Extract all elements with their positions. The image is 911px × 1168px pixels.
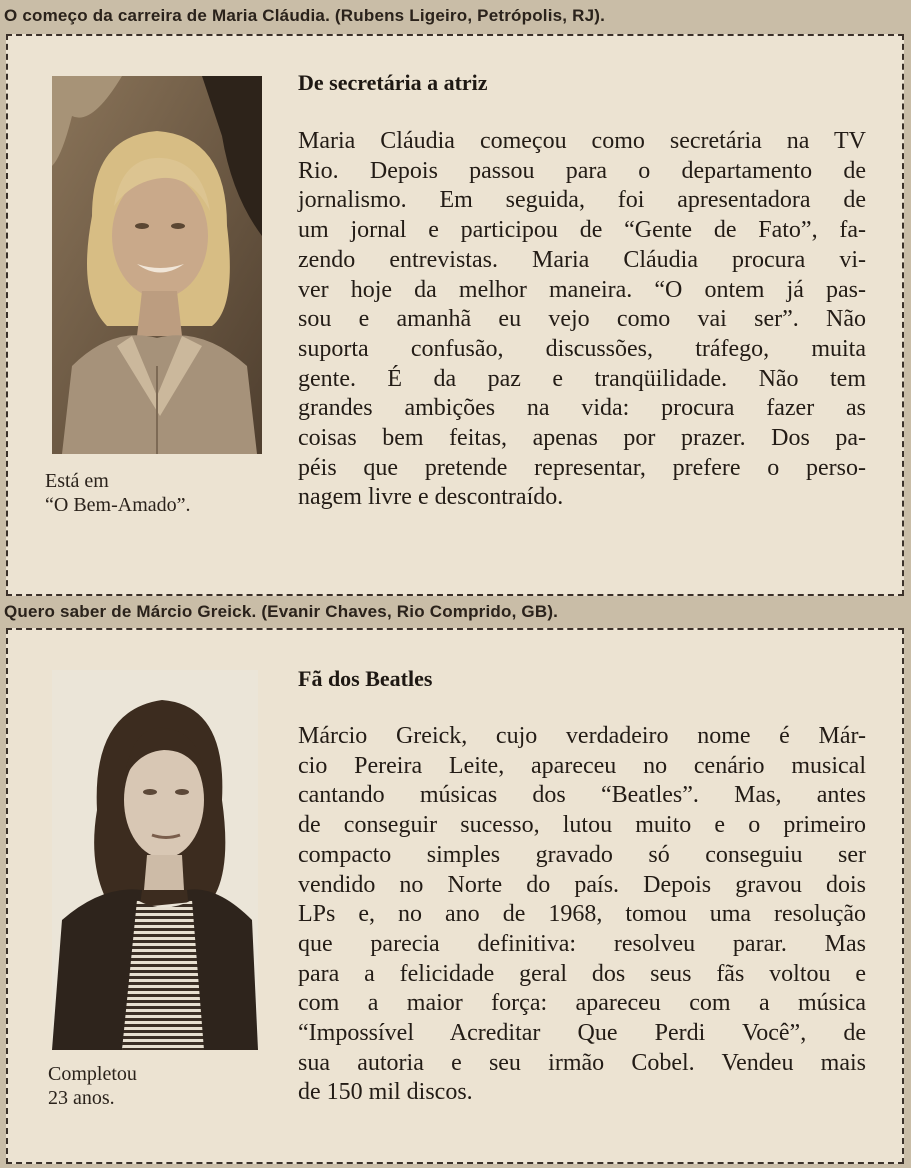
body-line: de conseguir sucesso, lutou muito e o primeiro (298, 812, 866, 839)
body-line: LPs e, no ano de 1968, tomou uma resolução (298, 901, 866, 928)
body-line: sua autoria e seu irmão Cobel. Vendeu mais (298, 1049, 866, 1076)
body-line: com a maior força: apareceu com a música (298, 990, 866, 1017)
body-line: cio Pereira Leite, apareceu no cenário musical (298, 752, 866, 779)
article-box-maria-claudia (6, 34, 904, 596)
body-line: jornalismo. Em seguida, foi apresentadora de (298, 187, 866, 214)
body-line: ver hoje da melhor maneira. “O ontem já pas- (298, 276, 866, 303)
body-line: cantando músicas dos “Beatles”. Mas, antes (298, 782, 866, 809)
body-line: para a felicidade geral dos seus fãs voltou e (298, 960, 866, 987)
article-body (298, 127, 866, 513)
caption-line: “O Bem-Amado”. (45, 494, 191, 516)
body-line: suporta confusão, discussões, tráfego, muita (298, 335, 866, 362)
body-line: um jornal e participou de “Gente de Fato”, fa- (298, 217, 866, 244)
body-line: de 150 mil discos. (298, 1079, 473, 1106)
article-box-marcio-greick (6, 628, 904, 1164)
section2-question: Quero saber de Márcio Greick. (Evanir Chaves, Rio Comprido, GB). (4, 602, 559, 621)
portrait-illustration (52, 76, 262, 454)
body-line: coisas bem feitas, apenas por prazer. Dos pa- (298, 425, 866, 452)
body-line: zendo entrevistas. Maria Cláudia procura vi- (298, 246, 866, 273)
body-line: “Impossível Acreditar Que Perdi Você”, de (298, 1020, 866, 1047)
body-line: grandes ambições na vida: procura fazer as (298, 395, 866, 422)
caption-line: 23 anos. (48, 1087, 115, 1109)
article-title: De secretária a atriz (298, 70, 488, 95)
body-line: compacto simples gravado só conseguiu ser (298, 841, 866, 868)
portrait-illustration (52, 670, 258, 1050)
body-line: vendido no Norte do país. Depois gravou dois (298, 871, 866, 898)
article-body (298, 722, 866, 1108)
photo-caption (45, 469, 191, 517)
article-title: Fã dos Beatles (298, 666, 433, 691)
body-line: nagem livre e descontraído. (298, 484, 564, 511)
section1-question: O começo da carreira de Maria Cláudia. (Rubens Ligeiro, Petrópolis, RJ). (4, 6, 606, 25)
caption-line: Está em (45, 470, 109, 492)
photo-caption (48, 1062, 137, 1110)
body-line: Rio. Depois passou para o departamento de (298, 157, 866, 184)
portrait-photo-maria-claudia (52, 76, 262, 454)
body-line: que parecia definitiva: resolveu parar. Mas (298, 930, 866, 957)
body-line: gente. É da paz e tranqüilidade. Não tem (298, 365, 866, 392)
body-line: Márcio Greick, cujo verdadeiro nome é Már- (298, 723, 866, 749)
portrait-photo-marcio-greick (52, 670, 258, 1050)
caption-line: Completou (48, 1063, 137, 1085)
body-line: péis que pretende representar, prefere o perso- (298, 454, 866, 481)
body-line: sou e amanhã eu vejo como vai ser”. Não (298, 306, 866, 333)
body-line: Maria Cláudia começou como secretária na TV (298, 128, 866, 154)
